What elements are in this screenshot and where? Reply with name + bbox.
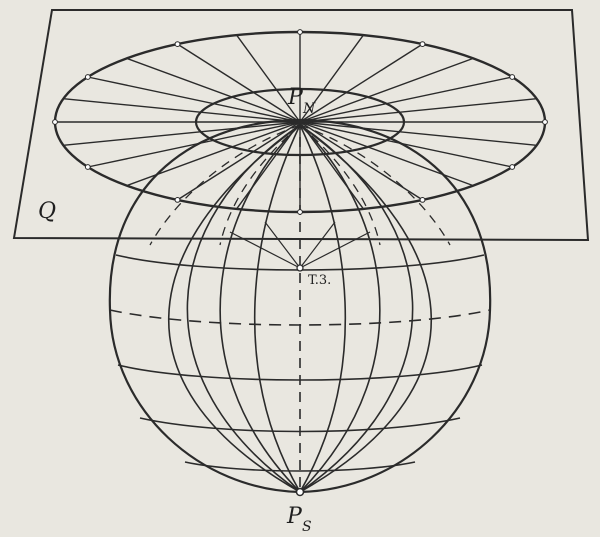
- plane-meridian-line: [63, 122, 300, 145]
- ellipse-dot: [510, 165, 515, 170]
- south-pole-label: P: [287, 504, 302, 529]
- ellipse-dot: [53, 120, 58, 125]
- ellipse-dot: [85, 75, 90, 80]
- north-pole-point: [297, 119, 303, 125]
- plane-meridian-line: [237, 122, 300, 209]
- ellipse-dot: [298, 30, 303, 35]
- ellipse-dot: [420, 198, 425, 203]
- ellipse-dot: [85, 165, 90, 170]
- tangent-point-label: T.3.: [308, 273, 332, 288]
- plane-meridian-line: [63, 99, 300, 122]
- plane-meridian-line: [300, 122, 363, 209]
- ellipse-dot: [510, 75, 515, 80]
- south-pole-subscript: S: [302, 519, 312, 535]
- north-pole-label: P: [288, 85, 303, 110]
- plane-meridian-line: [300, 122, 537, 145]
- ellipse-dot: [543, 120, 548, 125]
- north-pole-subscript: N: [303, 101, 316, 117]
- south-pole-point: [297, 489, 304, 496]
- plane-meridian-line: [300, 99, 537, 122]
- tangent-point: [297, 265, 303, 271]
- plane-label: Q: [38, 199, 57, 224]
- ellipse-dot: [298, 210, 303, 215]
- ellipse-dot: [175, 42, 180, 47]
- ellipse-dot: [420, 42, 425, 47]
- ellipse-dot: [175, 198, 180, 203]
